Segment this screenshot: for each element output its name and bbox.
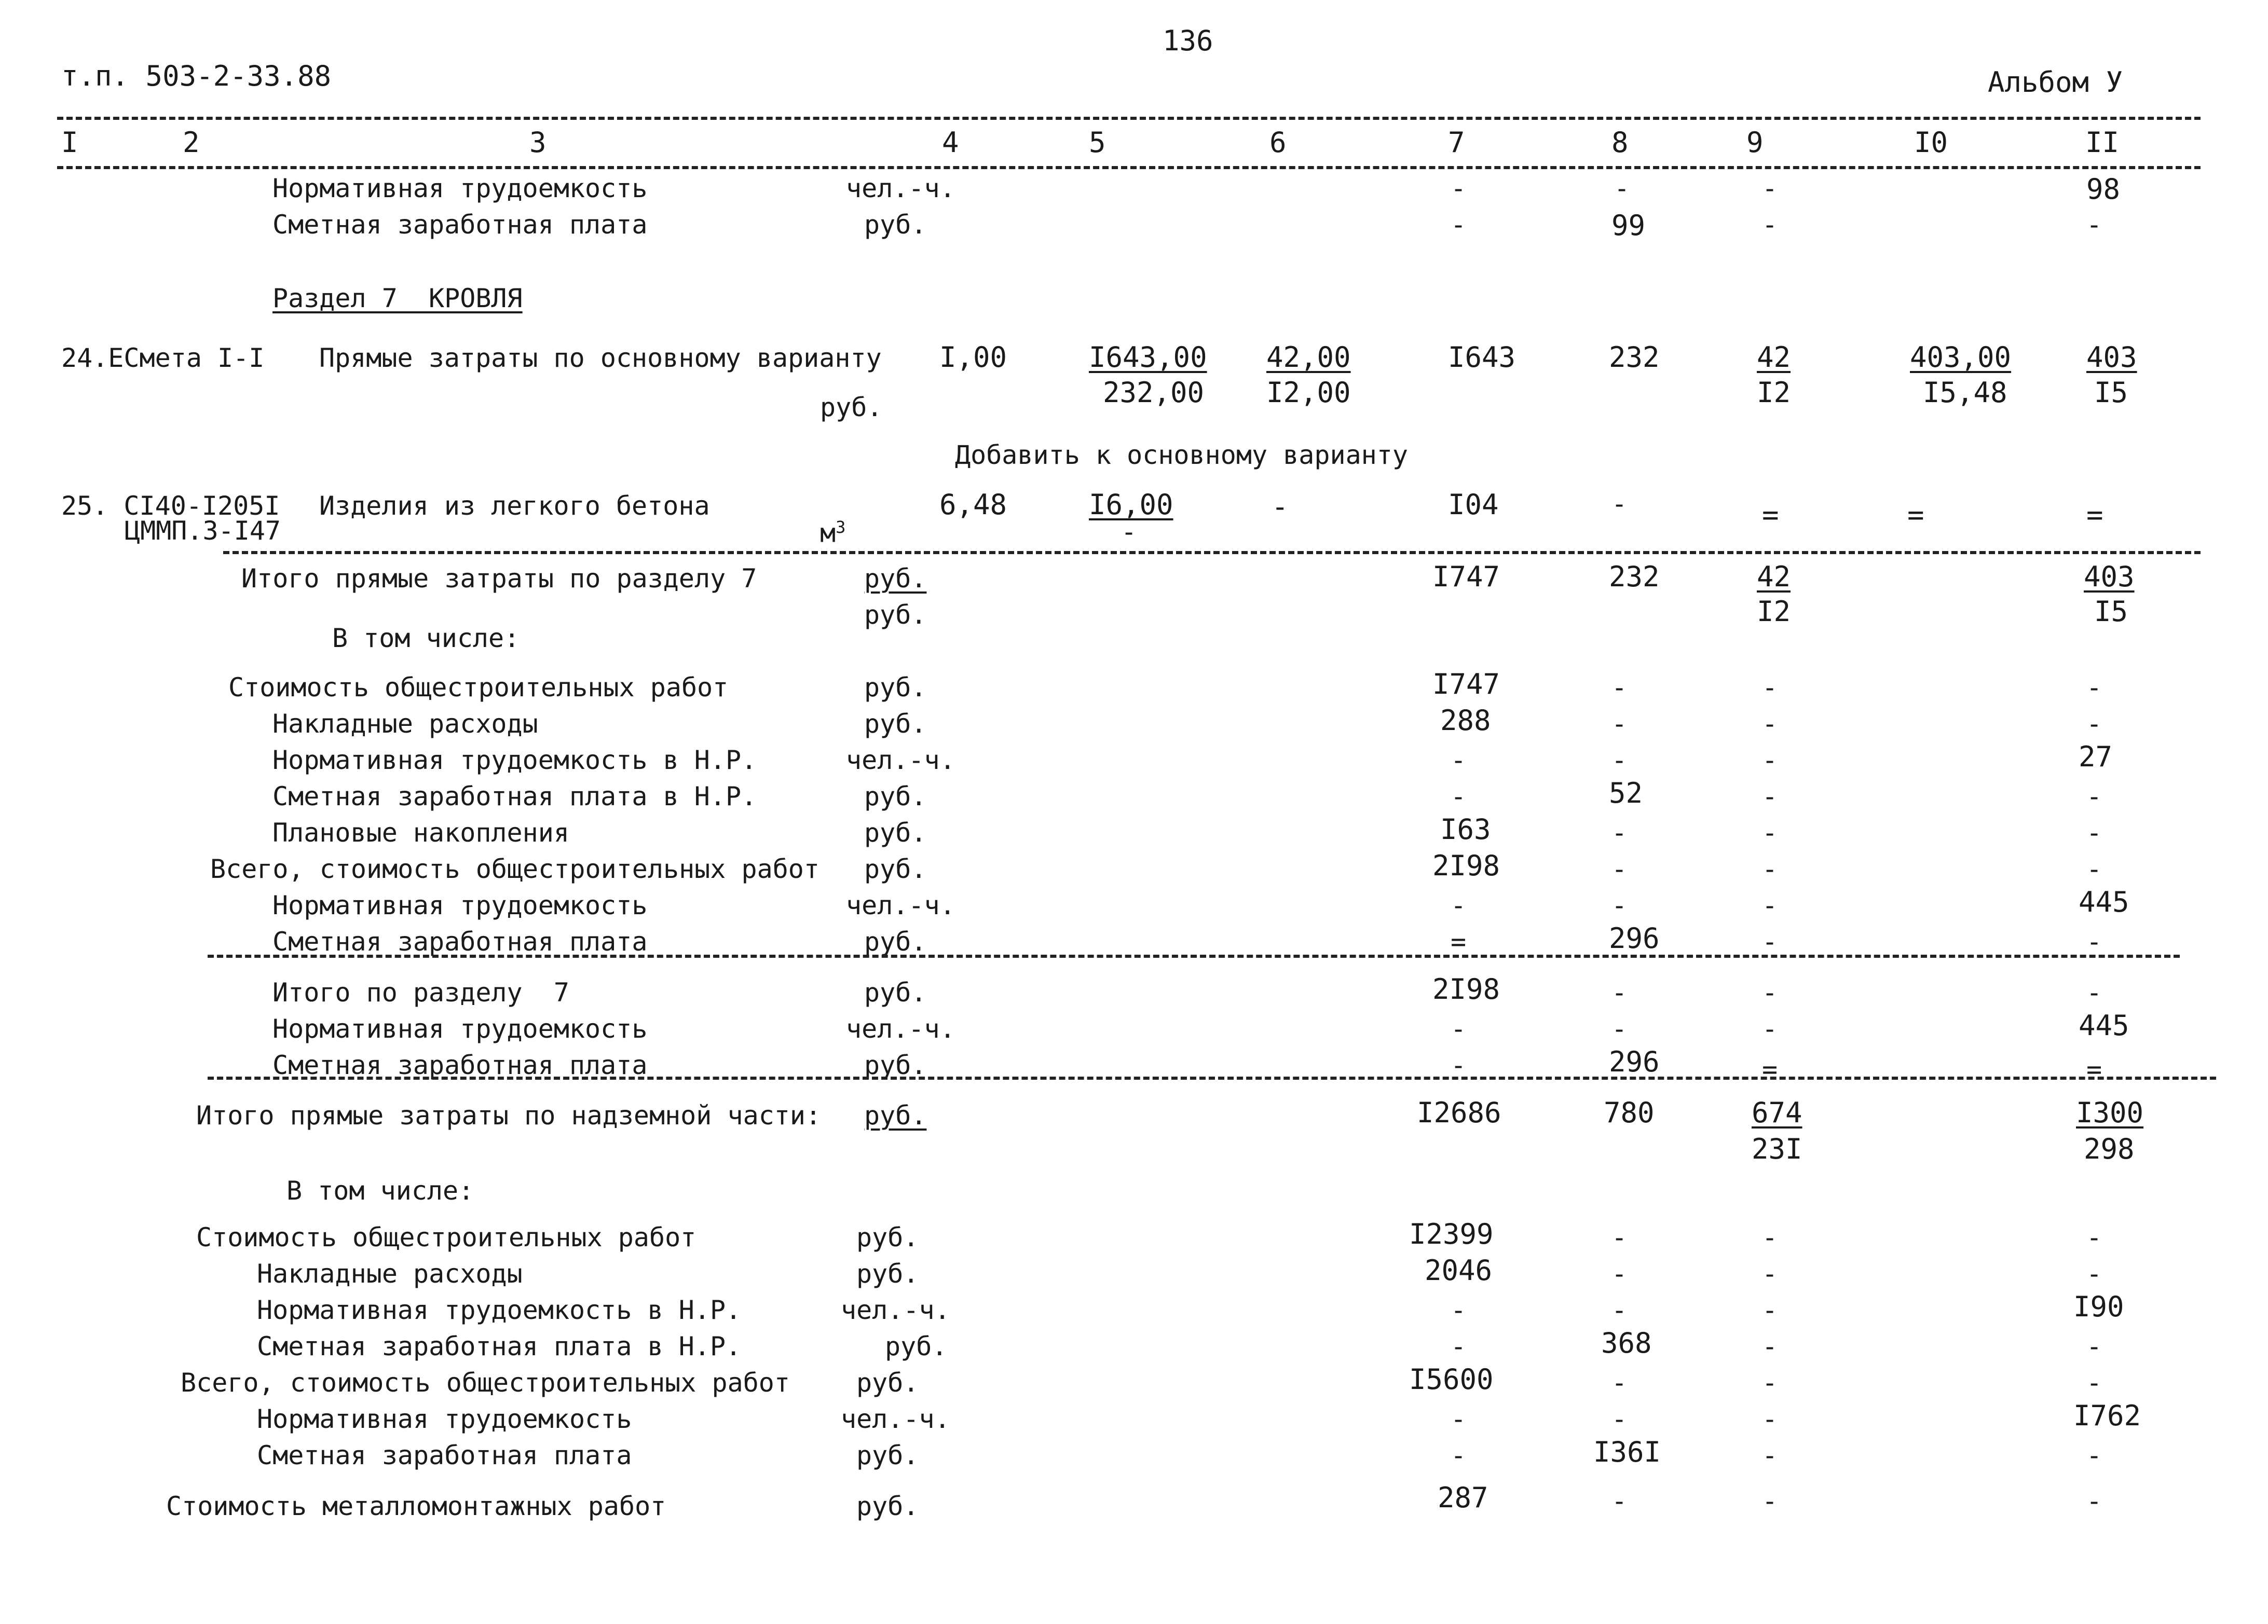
- cell-c6-bottom: I2,00: [1266, 376, 1351, 409]
- cell-c7: 287: [1438, 1481, 1488, 1514]
- item-code: ЦММП.3-I47: [125, 516, 281, 546]
- cell-c8: 99: [1611, 209, 1646, 242]
- cell-c8: -: [1611, 1486, 1628, 1516]
- row-unit: чел.-ч.: [846, 890, 955, 920]
- cell-c7: 2I98: [1432, 849, 1500, 882]
- cell-c9: -: [1762, 1486, 1778, 1516]
- cell-c8: 780: [1604, 1096, 1655, 1129]
- row-unit: руб.: [864, 781, 927, 811]
- row-label: Нормативная трудоемкость: [272, 1014, 648, 1044]
- block1-rule: [208, 955, 2180, 958]
- item-unit: $м^3$: [820, 517, 846, 548]
- page-number: 136: [1163, 24, 1213, 57]
- cell-c11: -: [2086, 1331, 2102, 1361]
- cell-c6: -: [1272, 490, 1289, 523]
- row-label: Нормативная трудоемкость в Н.Р.: [257, 1295, 742, 1325]
- cell-c10-top: 403,00: [1910, 341, 2012, 374]
- cell-c9-top: 42: [1757, 560, 1791, 593]
- cell-c8: 368: [1601, 1327, 1652, 1359]
- row-label: Плановые накопления: [272, 818, 569, 848]
- cell-c9: -: [1762, 978, 1778, 1008]
- cell-c8: 296: [1609, 922, 1660, 955]
- row-label: Стоимость общестроительных работ: [196, 1222, 696, 1253]
- cell-c11: 445: [2079, 886, 2129, 918]
- col-header-5: 5: [1089, 126, 1106, 159]
- row-unit: руб.: [864, 709, 927, 739]
- item-name: Прямые затраты по основному варианту: [319, 343, 882, 373]
- item-25-rule: [223, 551, 2201, 554]
- cell-c11: -: [2086, 709, 2102, 739]
- row-unit: руб.: [864, 818, 927, 848]
- row-label: Нормативная трудоемкость в Н.Р.: [272, 745, 757, 775]
- row-label: Итого прямые затраты по разделу 7: [241, 563, 757, 594]
- block2-rule: [208, 1077, 2216, 1080]
- cell-c9-bottom: I2: [1757, 376, 1791, 409]
- cell-c11: I762: [2073, 1399, 2141, 1432]
- col-header-11: II: [2085, 126, 2120, 159]
- cell-c11: =: [2086, 499, 2103, 531]
- cell-c10: =: [1907, 499, 1924, 531]
- cell-c9: -: [1762, 1014, 1778, 1044]
- header-top-rule: [57, 117, 2201, 120]
- row-label: Накладные расходы: [272, 709, 538, 739]
- row-label: Итого прямые затраты по надземной части:: [196, 1100, 822, 1131]
- cell-c11: -: [2086, 1368, 2102, 1398]
- cell-c11: -: [2086, 781, 2102, 811]
- cell-c11-bottom: 298: [2084, 1133, 2135, 1165]
- cell-c7: -: [1451, 1404, 1467, 1434]
- header-bottom-rule: [57, 166, 2201, 169]
- cell-c7: =: [1451, 927, 1467, 957]
- document-code: т.п. 503-2-33.88: [61, 60, 332, 92]
- cell-c7: -: [1451, 210, 1467, 240]
- col-header-6: 6: [1269, 126, 1287, 159]
- cell-c5-bottom: 232,00: [1103, 376, 1205, 409]
- row-label: Нормативная трудоемкость: [272, 890, 648, 920]
- cell-c9: -: [1762, 1440, 1778, 1470]
- cell-c9: -: [1762, 1295, 1778, 1325]
- col-header-1: I: [61, 126, 78, 159]
- cell-c8: -: [1611, 854, 1628, 884]
- cell-c9: -: [1762, 818, 1778, 848]
- cell-c7: 288: [1440, 704, 1491, 737]
- cell-c9-bottom: 23I: [1752, 1133, 1802, 1165]
- cell-c11: -: [2086, 854, 2102, 884]
- cell-c7: I747: [1432, 560, 1500, 593]
- cell-c7: -: [1451, 1440, 1467, 1470]
- cell-c8: I36I: [1593, 1436, 1661, 1468]
- cell-c7: I643: [1448, 341, 1516, 374]
- row-label: Сметная заработная плата: [257, 1440, 632, 1470]
- cell-c7: -: [1451, 890, 1467, 920]
- cell-c11: -: [2086, 210, 2102, 240]
- cell-c11-top: 403: [2086, 341, 2137, 374]
- cell-c5-bottom: -: [1121, 517, 1137, 547]
- cell-c7: -: [1451, 1331, 1467, 1361]
- row-unit: руб.: [864, 1050, 927, 1080]
- row-unit: руб.: [856, 1440, 919, 1470]
- cell-c8: -: [1611, 1295, 1628, 1325]
- cell-c7: I5600: [1409, 1363, 1494, 1396]
- row-unit: руб.: [864, 854, 927, 884]
- row-unit: руб.: [856, 1259, 919, 1289]
- cell-c9: -: [1762, 745, 1778, 775]
- row-unit: руб.: [864, 927, 927, 957]
- cell-c9: =: [1762, 1054, 1778, 1084]
- cell-c8: -: [1611, 1404, 1628, 1434]
- cell-c8: -: [1611, 818, 1628, 848]
- cell-c10-bottom: I5,48: [1923, 376, 2007, 409]
- col-header-8: 8: [1611, 126, 1629, 159]
- cell-c7: I63: [1440, 813, 1491, 846]
- cell-c5: I6,00: [1089, 488, 1173, 521]
- row-unit: руб.: [864, 1100, 927, 1131]
- cell-c11: 27: [2079, 740, 2113, 773]
- cell-c7: -: [1451, 1295, 1467, 1325]
- item-number: 24.ЕСмета I-I: [61, 343, 265, 373]
- cell-c8: -: [1611, 1014, 1628, 1044]
- cell-c8: -: [1611, 709, 1628, 739]
- including-heading: В том числе:: [332, 623, 520, 653]
- cell-c9-bottom: I2: [1757, 595, 1791, 628]
- row-unit: руб.: [864, 978, 927, 1008]
- row-unit: чел.-ч.: [841, 1404, 950, 1434]
- row-label: Нормативная трудоемкость: [272, 173, 648, 203]
- row-unit: руб.: [864, 210, 927, 240]
- row-unit: руб.: [856, 1491, 919, 1521]
- cell-c7: -: [1451, 1050, 1467, 1080]
- cell-c11: -: [2086, 978, 2102, 1008]
- cell-c11: -: [2086, 1440, 2102, 1470]
- item-number: 25. CI40-I205I: [61, 491, 280, 521]
- cell-c8: -: [1611, 1368, 1628, 1398]
- cell-c8: 296: [1609, 1045, 1660, 1078]
- row-unit: чел.-ч.: [846, 745, 955, 775]
- col-header-7: 7: [1448, 126, 1465, 159]
- cell-c8: -: [1611, 1259, 1628, 1289]
- row-label: Сметная заработная плата в Н.Р.: [257, 1331, 742, 1361]
- row-unit: руб.: [885, 1331, 948, 1361]
- cell-c11: -: [2086, 1259, 2102, 1289]
- row-label: Всего, стоимость общестроительных работ: [181, 1368, 790, 1398]
- row-label: Нормативная трудоемкость: [257, 1404, 632, 1434]
- row-unit: руб.: [856, 1222, 919, 1253]
- cell-c8: 232: [1609, 341, 1660, 374]
- cell-c11: -: [2086, 927, 2102, 957]
- col-header-4: 4: [942, 126, 959, 159]
- cell-c6-top: 42,00: [1266, 341, 1351, 374]
- cell-c9: -: [1762, 927, 1778, 957]
- item-name: Изделия из легкого бетона: [319, 491, 710, 521]
- cell-c9: -: [1762, 672, 1778, 703]
- cell-c8: -: [1614, 173, 1630, 203]
- section-title: Раздел 7 КРОВЛЯ: [272, 283, 523, 313]
- col-header-10: I0: [1914, 126, 1948, 159]
- row-label: Сметная заработная плата: [272, 1050, 648, 1080]
- cell-c11: I90: [2073, 1290, 2124, 1323]
- cell-c8: 52: [1609, 777, 1643, 809]
- row-label: Сметная заработная плата: [272, 210, 648, 240]
- cell-c7: I2686: [1417, 1096, 1501, 1129]
- cell-c9: -: [1762, 854, 1778, 884]
- row-label: Сметная заработная плата: [272, 927, 648, 957]
- row-label: Стоимость металломонтажных работ: [166, 1491, 666, 1521]
- cell-c11-top: 403: [2084, 560, 2135, 593]
- cell-c7: -: [1451, 173, 1467, 203]
- cell-c8: -: [1611, 890, 1628, 920]
- cell-c9: -: [1762, 1404, 1778, 1434]
- cell-c9: -: [1762, 1331, 1778, 1361]
- row-unit-2: руб.: [864, 600, 927, 630]
- item-unit: руб.: [820, 392, 883, 422]
- row-unit: руб.: [856, 1368, 919, 1398]
- col-header-3: 3: [529, 126, 546, 159]
- col-header-2: 2: [183, 126, 200, 159]
- cell-c9: -: [1762, 709, 1778, 739]
- cell-c9-top: 674: [1752, 1096, 1802, 1129]
- row-unit: руб.: [864, 672, 927, 703]
- row-unit: чел.-ч.: [846, 1014, 955, 1044]
- col-header-9: 9: [1746, 126, 1764, 159]
- cell-c11: 98: [2086, 173, 2121, 205]
- cell-c7: 2046: [1425, 1254, 1493, 1287]
- row-unit: руб.: [864, 563, 927, 594]
- item-qty: I,00: [939, 341, 1007, 374]
- cell-c11: -: [2086, 1486, 2102, 1516]
- cell-c7: -: [1451, 1014, 1467, 1044]
- cell-c8: -: [1611, 489, 1628, 519]
- row-label: Итого по разделу 7: [272, 978, 569, 1008]
- cell-c8: -: [1611, 672, 1628, 703]
- cell-c11: =: [2086, 1054, 2102, 1084]
- cell-c8: -: [1611, 745, 1628, 775]
- cell-c11: 445: [2079, 1009, 2129, 1042]
- cell-c9: -: [1762, 890, 1778, 920]
- cell-c11: -: [2086, 818, 2102, 848]
- cell-c9: -: [1762, 1259, 1778, 1289]
- cell-c7: 2I98: [1432, 973, 1500, 1006]
- cell-c8: -: [1611, 978, 1628, 1008]
- add-to-main-variant-note: Добавить к основному варианту: [955, 440, 1408, 470]
- row-label: Стоимость общестроительных работ: [228, 672, 729, 703]
- cell-c9: -: [1762, 210, 1778, 240]
- row-unit: чел.-ч.: [846, 173, 955, 203]
- row-label: Сметная заработная плата в Н.Р.: [272, 781, 757, 811]
- cell-c11-bottom: I5: [2094, 376, 2128, 409]
- cell-c7: I747: [1432, 668, 1500, 700]
- cell-c9-top: 42: [1757, 341, 1791, 374]
- row-label: Всего, стоимость общестроительных работ: [210, 854, 819, 884]
- cell-c11: -: [2086, 672, 2102, 703]
- row-unit: чел.-ч.: [841, 1295, 950, 1325]
- cell-c8: 232: [1609, 560, 1660, 593]
- cell-c11: -: [2086, 1222, 2102, 1253]
- cell-c5-top: I643,00: [1089, 341, 1207, 374]
- including-heading-2: В том числе:: [286, 1176, 474, 1206]
- cell-c7: I2399: [1409, 1218, 1494, 1250]
- cell-c7: -: [1451, 745, 1467, 775]
- cell-c7: -: [1451, 781, 1467, 811]
- album-label: Альбом У: [1988, 66, 2123, 99]
- cell-c8: -: [1611, 1222, 1628, 1253]
- cell-c9: -: [1762, 1222, 1778, 1253]
- cell-c11-bottom: I5: [2094, 595, 2128, 628]
- row-label: Накладные расходы: [257, 1259, 523, 1289]
- item-qty: 6,48: [939, 488, 1007, 521]
- cell-c9: -: [1762, 1368, 1778, 1398]
- cell-c9: -: [1762, 173, 1778, 203]
- cell-c9: =: [1762, 499, 1779, 531]
- cell-c11-top: I300: [2076, 1096, 2144, 1129]
- cell-c9: -: [1762, 781, 1778, 811]
- cell-c7: I04: [1448, 488, 1499, 521]
